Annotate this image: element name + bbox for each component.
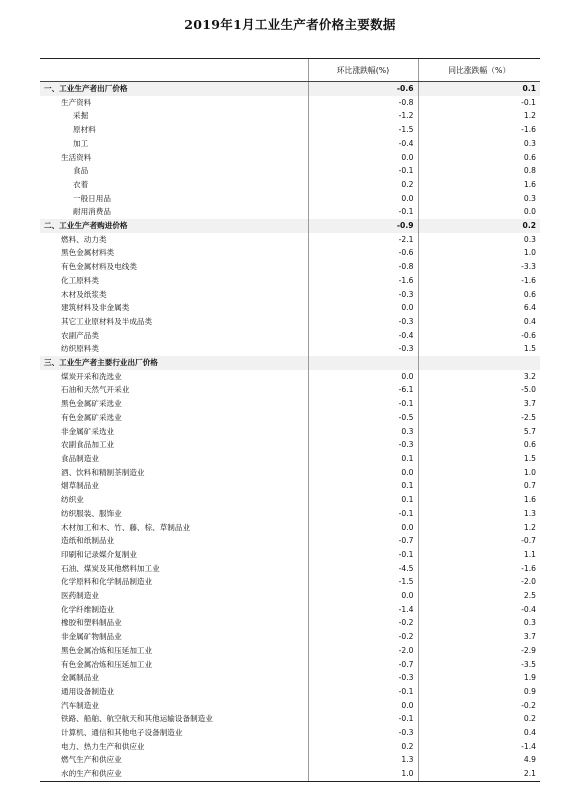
yoy-value: 0.9: [418, 685, 540, 699]
row-label: 木材加工和木、竹、藤、棕、草制品业: [61, 522, 191, 532]
mom-value: -0.1: [308, 685, 418, 699]
mom-value: -0.2: [308, 616, 418, 630]
mom-value: -0.5: [308, 411, 418, 425]
table-row: [40, 507, 540, 521]
mom-value: -0.1: [308, 397, 418, 411]
mom-value: 0.2: [308, 178, 418, 192]
row-label: 化学原料和化学制品制造业: [61, 577, 153, 587]
yoy-value: -2.9: [418, 644, 540, 658]
section-row: [40, 82, 540, 96]
yoy-value: -1.6: [418, 562, 540, 576]
row-label: 有色金属材料及电线类: [61, 262, 137, 272]
yoy-value: 0.2: [418, 219, 540, 233]
mom-value: 0.0: [308, 699, 418, 713]
table-row: [40, 479, 540, 493]
table-row: [40, 301, 540, 315]
mom-value: -0.6: [308, 82, 418, 96]
yoy-value: 1.5: [418, 342, 540, 356]
header-yoy-change: 同比涨跌幅（%）: [418, 59, 540, 82]
row-label: 有色金属冶炼和压延加工业: [61, 659, 153, 669]
yoy-value: 0.6: [418, 151, 540, 165]
yoy-value: 0.3: [418, 233, 540, 247]
yoy-value: 0.3: [418, 616, 540, 630]
row-label: 造纸和纸制品业: [61, 536, 115, 546]
row-label: 建筑材料及非金属类: [61, 303, 130, 313]
yoy-value: -1.6: [418, 123, 540, 137]
mom-value: 0.0: [308, 151, 418, 165]
mom-value: -0.4: [308, 329, 418, 343]
table-row: [40, 151, 540, 165]
yoy-value: 2.1: [418, 767, 540, 781]
row-label: 采掘: [73, 111, 89, 121]
row-label: 化学纤维制造业: [61, 604, 115, 614]
row-label: 水的生产和供应业: [40, 767, 308, 781]
yoy-value: [418, 356, 540, 370]
mom-value: -0.8: [308, 260, 418, 274]
yoy-value: 0.3: [418, 192, 540, 206]
row-label: 食品: [73, 166, 89, 176]
header-mom-change: 环比涨跌幅(%): [308, 59, 418, 82]
row-label: 煤炭开采和洗选业: [61, 371, 122, 381]
mom-value: -0.1: [308, 205, 418, 219]
yoy-value: 3.7: [418, 630, 540, 644]
table-row: [40, 521, 540, 535]
table-row: [40, 726, 540, 740]
yoy-value: 1.3: [418, 507, 540, 521]
mom-value: -2.1: [308, 233, 418, 247]
table-row: [40, 205, 540, 219]
table-row: [40, 274, 540, 288]
table-row: [40, 370, 540, 384]
yoy-value: 0.1: [418, 82, 540, 96]
mom-value: -0.3: [308, 315, 418, 329]
table-row: [40, 383, 540, 397]
section-row: [40, 219, 540, 233]
row-label: 黑色金属材料类: [61, 248, 115, 258]
yoy-value: 1.0: [418, 246, 540, 260]
table-row: [40, 630, 540, 644]
mom-value: -1.5: [308, 575, 418, 589]
row-label: 生产资料: [61, 97, 92, 107]
table-row: [40, 616, 540, 630]
mom-value: 0.2: [308, 740, 418, 754]
header-item-name: [40, 59, 308, 82]
mom-value: 1.0: [308, 767, 418, 781]
mom-value: -0.1: [308, 712, 418, 726]
table-row: [40, 767, 540, 781]
table-row: [40, 246, 540, 260]
yoy-value: -1.6: [418, 274, 540, 288]
row-label: 农副产品类: [61, 330, 99, 340]
table-row: [40, 603, 540, 617]
yoy-value: 0.6: [418, 288, 540, 302]
mom-value: 0.1: [308, 493, 418, 507]
yoy-value: 3.7: [418, 397, 540, 411]
table-row: [40, 288, 540, 302]
row-label: 纺织业: [61, 495, 84, 505]
row-label: 原材料: [73, 125, 96, 135]
mom-value: -1.6: [308, 274, 418, 288]
mom-value: [308, 356, 418, 370]
row-label: 生活资料: [61, 152, 92, 162]
table-row: [40, 192, 540, 206]
yoy-value: 1.9: [418, 671, 540, 685]
row-label: 石油、煤炭及其他燃料加工业: [61, 563, 160, 573]
mom-value: 1.3: [308, 753, 418, 767]
mom-value: -0.4: [308, 137, 418, 151]
table-row: [40, 712, 540, 726]
mom-value: 0.0: [308, 589, 418, 603]
yoy-value: -2.5: [418, 411, 540, 425]
row-label: 铁路、船舶、航空航天和其他运输设备制造业: [61, 714, 213, 724]
table-row: [40, 685, 540, 699]
row-label: 黑色金属冶炼和压延加工业: [61, 645, 153, 655]
table-header: [40, 59, 540, 82]
mom-value: 0.3: [308, 425, 418, 439]
yoy-value: 4.9: [418, 753, 540, 767]
table-row: [40, 164, 540, 178]
row-label: 木材及纸浆类: [61, 289, 107, 299]
yoy-value: -0.1: [418, 96, 540, 110]
yoy-value: 0.4: [418, 315, 540, 329]
table-row: [40, 740, 540, 754]
row-label: 纺织原料类: [61, 344, 99, 354]
row-label: 纺织服装、服饰业: [61, 508, 122, 518]
yoy-value: -0.6: [418, 329, 540, 343]
row-label: 燃气生产和供应业: [61, 755, 122, 765]
row-label: 计算机、通信和其他电子设备制造业: [61, 728, 183, 738]
table-row: [40, 658, 540, 672]
yoy-value: 1.2: [418, 109, 540, 123]
mom-value: -0.3: [308, 726, 418, 740]
row-label: 烟草制品业: [61, 481, 99, 491]
mom-value: -0.1: [308, 164, 418, 178]
yoy-value: 0.2: [418, 712, 540, 726]
table-row: [40, 96, 540, 110]
row-label: 通用设备制造业: [61, 686, 115, 696]
yoy-value: -0.7: [418, 534, 540, 548]
table-row: [40, 644, 540, 658]
yoy-value: -1.4: [418, 740, 540, 754]
yoy-value: -2.0: [418, 575, 540, 589]
row-label: 其它工业原材料及半成品类: [61, 316, 153, 326]
table-row: [40, 329, 540, 343]
row-label: 食品制造业: [61, 453, 99, 463]
mom-value: 0.0: [308, 521, 418, 535]
mom-value: -4.5: [308, 562, 418, 576]
mom-value: -0.1: [308, 507, 418, 521]
table-row: [40, 342, 540, 356]
mom-value: -0.6: [308, 246, 418, 260]
table-row: [40, 671, 540, 685]
yoy-value: 3.2: [418, 370, 540, 384]
page-title: 2019年1月工业生产者价格主要数据: [184, 17, 396, 32]
row-label: 橡胶和塑料制品业: [61, 618, 122, 628]
table-row: [40, 137, 540, 151]
yoy-value: -0.2: [418, 699, 540, 713]
mom-value: -0.3: [308, 288, 418, 302]
row-label: 耐用消费品: [73, 207, 111, 217]
mom-value: -0.1: [308, 548, 418, 562]
row-label: 石油和天然气开采业: [61, 385, 130, 395]
yoy-value: 1.5: [418, 452, 540, 466]
table-row: [40, 233, 540, 247]
table-body: [40, 82, 540, 782]
table-row: [40, 260, 540, 274]
mom-value: 0.1: [308, 452, 418, 466]
yoy-value: 0.7: [418, 479, 540, 493]
yoy-value: 1.1: [418, 548, 540, 562]
yoy-value: 1.6: [418, 178, 540, 192]
row-label: 燃料、动力类: [61, 234, 107, 244]
yoy-value: 5.7: [418, 425, 540, 439]
table-row: [40, 699, 540, 713]
table-row: [40, 452, 540, 466]
yoy-value: 0.0: [418, 205, 540, 219]
row-label: 农副食品加工业: [61, 440, 115, 450]
mom-value: -0.2: [308, 630, 418, 644]
row-label: 印刷和记录媒介复制业: [61, 549, 137, 559]
mom-value: -0.3: [308, 342, 418, 356]
row-label: 酒、饮料和精制茶制造业: [61, 467, 145, 477]
table-row: [40, 548, 540, 562]
table-row: [40, 315, 540, 329]
price-data-table: [40, 58, 540, 782]
table-row: [40, 109, 540, 123]
yoy-value: -3.5: [418, 658, 540, 672]
row-label: 衣着: [73, 179, 89, 189]
section-row: [40, 356, 540, 370]
row-label: 黑色金属矿采选业: [61, 399, 122, 409]
yoy-value: 1.2: [418, 521, 540, 535]
row-label: 化工原料类: [61, 275, 99, 285]
row-label: 二、工业生产者购进价格: [40, 219, 308, 233]
yoy-value: 0.4: [418, 726, 540, 740]
table-row: [40, 534, 540, 548]
table-row: [40, 438, 540, 452]
row-label: 金属制品业: [61, 673, 99, 683]
table-row: [40, 411, 540, 425]
yoy-value: 1.0: [418, 466, 540, 480]
mom-value: 0.0: [308, 192, 418, 206]
row-label: 有色金属矿采选业: [61, 412, 122, 422]
mom-value: -0.9: [308, 219, 418, 233]
table-row: [40, 753, 540, 767]
mom-value: -0.3: [308, 438, 418, 452]
mom-value: -1.4: [308, 603, 418, 617]
mom-value: -1.5: [308, 123, 418, 137]
mom-value: -1.2: [308, 109, 418, 123]
yoy-value: -0.4: [418, 603, 540, 617]
yoy-value: 0.8: [418, 164, 540, 178]
row-label: 三、工业生产者主要行业出厂价格: [40, 356, 308, 370]
yoy-value: 1.6: [418, 493, 540, 507]
yoy-value: -5.0: [418, 383, 540, 397]
row-label: 电力、热力生产和供应业: [61, 741, 145, 751]
table-row: [40, 397, 540, 411]
table-row: [40, 575, 540, 589]
row-label: 非金属矿采选业: [61, 426, 115, 436]
yoy-value: -3.3: [418, 260, 540, 274]
mom-value: -0.8: [308, 96, 418, 110]
table-row: [40, 493, 540, 507]
row-label: 汽车制造业: [61, 700, 99, 710]
yoy-value: 0.3: [418, 137, 540, 151]
yoy-value: 2.5: [418, 589, 540, 603]
table-row: [40, 466, 540, 480]
row-label: 一般日用品: [73, 193, 111, 203]
row-label: 医药制造业: [61, 591, 99, 601]
mom-value: -2.0: [308, 644, 418, 658]
mom-value: -6.1: [308, 383, 418, 397]
table-row: [40, 562, 540, 576]
table-row: [40, 425, 540, 439]
mom-value: 0.0: [308, 370, 418, 384]
row-label: 一、工业生产者出厂价格: [40, 82, 308, 96]
table-row: [40, 123, 540, 137]
yoy-value: 0.6: [418, 438, 540, 452]
mom-value: -0.7: [308, 658, 418, 672]
mom-value: -0.7: [308, 534, 418, 548]
table-row: [40, 178, 540, 192]
mom-value: -0.3: [308, 671, 418, 685]
yoy-value: 6.4: [418, 301, 540, 315]
mom-value: 0.0: [308, 301, 418, 315]
row-label: 非金属矿物制品业: [61, 632, 122, 642]
mom-value: 0.1: [308, 479, 418, 493]
table-row: [40, 589, 540, 603]
row-label: 加工: [73, 138, 89, 148]
mom-value: 0.0: [308, 466, 418, 480]
